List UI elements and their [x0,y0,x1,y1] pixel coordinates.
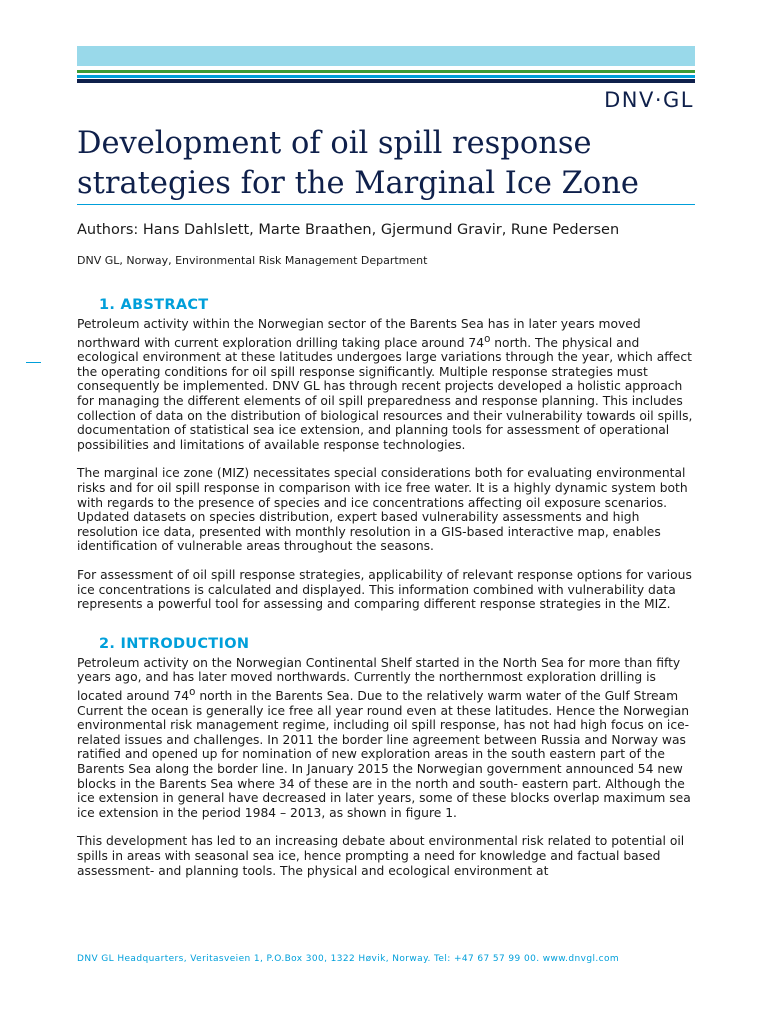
margin-change-mark [26,362,41,363]
header-band-navy [77,79,695,83]
degree-superscript: o [189,685,196,698]
title-line-1: Development of oil spill response [77,126,592,161]
body-content [77,297,695,892]
abstract-paragraph-2: The marginal ice zone (MIZ) necessitates special considerations both for evaluating environmental risks and for oil spill response in comparison with ice free water. It is a highly dynamic system both with regards to the presence of species and ice concentrations affecting oil exposure scenarios. Updated datasets on species distribution, expert based vulnerability assessments and high resolution ice data, presented with monthly resolution in a GIS-based interactive map, enables identification of vulnerable areas throughout the seasons. [77,466,688,554]
intro-p1-text-a: Petroleum activity on the Norwegian Continental Shelf started in the North Sea for more than fifty years ago, and has later moved northwards. Currently the northernmost exploration drilling is located around 74 [77,655,681,704]
paper-title [77,124,697,204]
abstract-p1-text-a: Petroleum activity within the Norwegian sector of the Barents Sea has in later years moved northward with current exploration drilling taking place around 74 [77,317,641,350]
authors-line: Authors: Hans Dahlslett, Marte Braathen, Gjermund Gravir, Rune Pedersen [77,222,620,238]
affiliation-line: DNV GL, Norway, Environmental Risk Management Department [77,254,428,267]
introduction-paragraph-2: This development has led to an increasing debate about environmental risk related to potential oil spills in areas with seasonal sea ice, hence prompting a need for knowledge and factual based assessment- and planning tools. The physical and ecological environment at [77,834,685,878]
header-band-blue [77,75,695,78]
abstract-paragraph-1 [77,317,695,452]
title-line-2: strategies for the Marginal Ice Zone [77,166,639,201]
introduction-heading: 2. INTRODUCTION [99,635,250,652]
header-band-green [77,70,695,73]
intro-p1-text-b: north in the Barents Sea. Due to the relatively warm water of the Gulf Stream Current the ocean is generally ice free all year round even at these latitudes. Hence the Norwegian environmental risk management regime, including oil spill response, has not had high focus on ice-related issues and challenges. In 2011 the border line agreement between Russia and Norway was ratified and opened up for nomination of new exploration areas in the south eastern part of the Barents Sea along the border line. In January 2015 the Norwegian government announced 54 new blocks in the Barents Sea where 34 of these are in the north and south- eastern part. Although the ice extension in general have decreased in later years, some of these blocks overlap maximum sea ice extension in the period 1984 – 2013, as shown in figure 1. [77,689,691,820]
title-divider [77,204,695,205]
abstract-p1-text-b: north. The physical and ecological environment at these latitudes undergoes large variations through the year, which affect the operating conditions for oil spill response significantly. Multiple response strategies must consequently be implemented. DNV GL has through recent projects developed a holistic approach for managing the different elements of oil spill preparedness and response planning. This includes collection of data on the distribution of biological resources and their vulnerability towards oil spills, documentation of statistical sea ice extension, and planning tools for assessment of operational possibilities and limitations of available response technologies. [77,335,693,452]
abstract-heading: 1. ABSTRACT [99,297,209,313]
header-band-light [77,46,695,66]
dnvgl-logo: DNV·GL [604,88,694,112]
degree-superscript: o [484,332,491,345]
abstract-paragraph-3: For assessment of oil spill response strategies, applicability of relevant response options for various ice concentrations is calculated and displayed. This information combined with vulnerability data represents a powerful tool for assessing and comparing different response strategies in the MIZ. [77,568,692,612]
introduction-paragraph-1 [77,656,695,821]
page-footer: DNV GL Headquarters, Veritasveien 1, P.O.Box 300, 1322 Høvik, Norway. Tel: +47 67 57 99 00. www.dnvgl.com [77,954,620,964]
